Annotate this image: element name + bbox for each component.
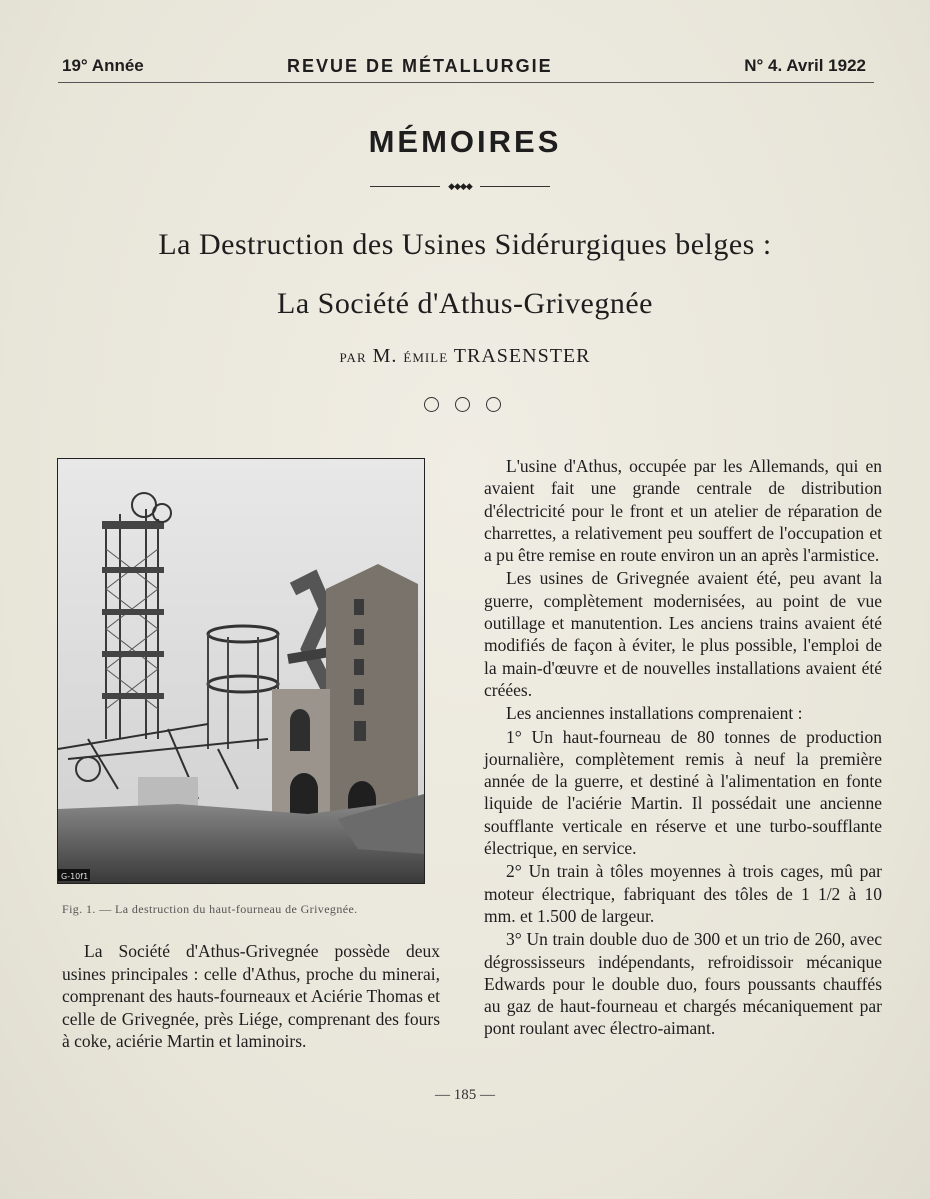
circle-icon bbox=[486, 397, 501, 412]
paragraph-installations-intro: Les anciennes installations comprenaient : bbox=[506, 703, 803, 724]
article-title-line2: La Société d'Athus-Grivegnée bbox=[277, 287, 653, 320]
left-paragraph: La Société d'Athus-Grivegnée possède deux usines principales : celle d'Athus, proche du minerai, comprenant des hauts-fourneaux et Aciérie Thomas et celle de Grivegnée, près Liége, comprenant des fours à coke, aciérie Martin et laminoirs. bbox=[62, 941, 440, 1051]
circle-ornament bbox=[424, 397, 504, 417]
ornament-line-left bbox=[370, 186, 440, 187]
blast-furnace-ruins-image bbox=[58, 459, 424, 883]
author-byline bbox=[0, 345, 930, 368]
header-rule bbox=[58, 82, 874, 83]
plate-mark: G-10f1 bbox=[61, 872, 89, 881]
circle-icon bbox=[424, 397, 439, 412]
paragraph-grivegnee: Les usines de Grivegnée avaient été, peu avant la guerre, complètement modernisées, au point de vue outillage et manutention. Les anciens trains avaient été modifiés de façon à éviter, le plus possible, l'emploi de la main-d'œuvre et de nouvelles installations avaient été créées. bbox=[484, 568, 882, 700]
page-number: — 185 — bbox=[435, 1087, 495, 1103]
figure-photo bbox=[57, 458, 425, 884]
paragraph-athus: L'usine d'Athus, occupée par les Allemands, qui en avaient fait une grande centrale de distribution d'électricité pour le front et un atelier de réparation de charrettes, a relativement peu souffert de l'occupation et a pu être remise en route environ un an après l'armistice. bbox=[484, 456, 882, 566]
section-title: MÉMOIRES bbox=[368, 124, 562, 159]
paragraph-item-2: 2° Un train à tôles moyennes à trois cages, mû par moteur électrique, fabriquant des tôles de 1 1/2 à 10 mm. et 1.500 de largeur. bbox=[484, 861, 882, 926]
byline-first-name: ÉMILE bbox=[403, 350, 449, 365]
paragraph-item-1: 1° Un haut-fourneau de 80 tonnes de production journalière, complètement remis à neuf la première année de la guerre, et destiné à l'alimentation en fonte liquide de l'aciérie Martin. Il possédait une ancienne soufflante verticale en réserve et une turbo-soufflante électrique, en service. bbox=[484, 726, 882, 859]
ornament-divider bbox=[370, 178, 550, 194]
left-column bbox=[62, 940, 440, 1053]
header-year: 19° Année bbox=[62, 56, 144, 75]
byline-m: M. bbox=[372, 345, 398, 367]
byline-last-name: TRASENSTER bbox=[453, 345, 591, 367]
paragraph-item-3: 3° Un train double duo de 300 et un trio de 260, avec dégrossisseurs indépendants, refroidissoir mécanique Edwards pour le double duo, fours poussants chauffés au gaz de haut-fourneau et chargés mécaniquement par pont roulant avec électro-aimant. bbox=[484, 929, 882, 1039]
ornament-diamonds: ◆◆◆◆ bbox=[448, 181, 472, 191]
header-journal-title: REVUE DE MÉTALLURGIE bbox=[287, 56, 553, 76]
byline-par: PAR bbox=[339, 350, 367, 365]
ornament-line-right bbox=[480, 186, 550, 187]
article-title-line1: La Destruction des Usines Sidérurgiques belges : bbox=[158, 228, 772, 261]
figure-caption: Fig. 1. — La destruction du haut-fourneau de Grivegnée. bbox=[62, 902, 358, 916]
right-column bbox=[484, 455, 882, 1040]
running-header bbox=[62, 56, 866, 80]
header-issue: N° 4. Avril 1922 bbox=[744, 56, 866, 75]
circle-icon bbox=[455, 397, 470, 412]
